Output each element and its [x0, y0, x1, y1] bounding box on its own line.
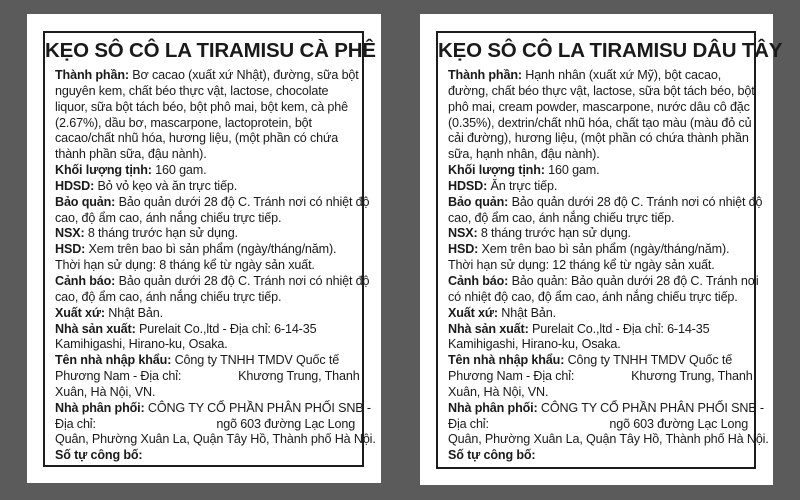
field-value: cao, độ ẩm cao, ánh nắng chiếu trực tiếp. [55, 289, 282, 304]
field-value: Kamihigashi, Hirano-ku, Osaka. [55, 337, 228, 352]
field-key: Xuất xứ: [55, 305, 105, 320]
label-line [55, 306, 362, 322]
label-line [55, 163, 362, 179]
field-value: cao, độ ẩm cao, ánh nắng chiếu trực tiếp. [448, 210, 675, 225]
field-value: có nhiệt độ cao, độ ẩm cao, ánh nắng chiếu trực tiếp. [448, 289, 738, 304]
field-value: Xuân, Hà Nội, VN. [448, 384, 549, 399]
field-key: Nhà sản xuất: [448, 321, 529, 336]
label-line [448, 68, 754, 84]
label-line [448, 432, 769, 448]
field-value: sữa, hạnh nhân, đậu nành). [448, 147, 600, 162]
field-key: HDSD: [448, 178, 488, 193]
field-value: Bơ cacao (xuất xứ Nhật), đường, sữa bột [128, 68, 359, 82]
field-value: Phương Nam - Địa chỉ: Khương Trung, Thanh [448, 369, 753, 384]
field-value: Hạnh nhân (xuất xứ Mỹ), bột cacao, [521, 68, 722, 82]
field-value: Bảo quản: Bảo quản dưới 28 độ C. Tránh nơi [508, 273, 759, 288]
field-value: Bỏ vỏ kẹo và ăn trực tiếp. [94, 178, 238, 193]
label-line [448, 211, 754, 227]
field-value: Công ty TNHH TMDV Quốc tế [564, 353, 733, 368]
field-value: Quân, Phường Xuân La, Quận Tây Hồ, Thành phố Hà Nội. [448, 432, 769, 447]
label-line [55, 337, 362, 353]
label-panel-strawberry [420, 14, 783, 485]
field-value: đường, chất béo thực vật, lactose, sữa bột tách béo, bột [448, 83, 755, 98]
label-line [55, 369, 362, 385]
field-value: 8 tháng trước hạn sử dụng. [477, 226, 631, 241]
field-value: nguyên kem, chất béo thực vật, lactose, chocolate [55, 83, 329, 98]
field-value: 160 gam. [151, 163, 207, 178]
field-key: HSD: [55, 242, 86, 257]
field-value: liquor, sữa bột tách béo, bột phô mai, bột kem, cà phê [55, 99, 348, 114]
field-key: Số tự công bố: [448, 448, 536, 463]
label-line [448, 194, 763, 211]
field-value: Bảo quản dưới 28 độ C. Tránh nơi có nhiệt độ [115, 273, 370, 288]
field-value: thành phần sữa, đậu nành). [55, 147, 207, 162]
label-line [55, 147, 362, 163]
field-key: Thành phần: [55, 68, 129, 82]
field-value: Bảo quản dưới 28 độ C. Tránh nơi có nhiệt độ [508, 194, 763, 209]
field-key: HSD: [448, 242, 479, 257]
label-line [448, 242, 754, 258]
label-line [55, 400, 371, 417]
field-value: Ăn trực tiếp. [487, 178, 558, 193]
label-line [55, 385, 362, 401]
field-value: Xem trên bao bì sản phẩm (ngày/tháng/năm). [85, 242, 337, 257]
label-line [55, 448, 362, 464]
field-value: Công ty TNHH TMDV Quốc tế [171, 353, 340, 368]
field-value: Thời hạn sử dụng: 8 tháng kể từ ngày sản xuất. [55, 258, 315, 273]
field-key: Cảnh báo: [55, 273, 116, 288]
field-value: Xem trên bao bì sản phẩm (ngày/tháng/năm). [478, 242, 730, 257]
field-key: Nhà phân phối: [448, 400, 538, 415]
label-border [436, 31, 783, 469]
label-line [448, 273, 759, 290]
label-line [448, 337, 754, 353]
field-key: Cảnh báo: [448, 273, 509, 288]
field-value: Bảo quản dưới 28 độ C. Tránh nơi có nhiệt độ [115, 194, 370, 209]
label-line [448, 417, 754, 433]
label-body [438, 68, 769, 464]
label-line [55, 417, 362, 433]
label-line [448, 163, 754, 179]
label-line [448, 179, 754, 195]
label-line [448, 369, 754, 385]
label-line [448, 226, 754, 242]
label-line [55, 322, 362, 338]
label-line [448, 385, 754, 401]
label-line [448, 400, 764, 417]
field-key: Số tự công bố: [55, 448, 143, 463]
field-value: phô mai, cream powder, mascarpone, nước dâu cô đặc [448, 99, 750, 114]
field-value: Purelait Co.,ltd - Địa chỉ: 6-14-35 [528, 321, 710, 336]
field-key: Bảo quản: [448, 194, 509, 209]
label-line [55, 179, 362, 195]
field-key: NSX: [55, 226, 85, 241]
label-line [448, 353, 754, 369]
product-title: KẸO SÔ CÔ LA TIRAMISU DÂU TÂY [438, 39, 783, 62]
field-value: Địa chỉ: ngõ 603 đường Lạc Long [55, 416, 356, 431]
label-line [448, 448, 754, 464]
label-line [55, 68, 362, 84]
label-line [55, 211, 362, 227]
field-value: CÔNG TY CỔ PHẦN PHÂN PHỐI SNB - [537, 400, 764, 415]
field-key: Nhà phân phối: [55, 400, 145, 415]
field-value: Nhật Bản. [497, 305, 556, 320]
label-line [55, 242, 362, 258]
label-line [448, 84, 754, 100]
field-key: Nhà sản xuất: [55, 321, 136, 336]
label-line [55, 226, 362, 242]
label-line [448, 116, 754, 132]
field-value: Phương Nam - Địa chỉ: Khương Trung, Thanh [55, 369, 360, 384]
field-value: Quân, Phường Xuân La, Quận Tây Hồ, Thành phố Hà Nội. [55, 432, 376, 447]
label-line [55, 84, 362, 100]
label-line [55, 258, 362, 274]
field-key: Tên nhà nhập khẩu: [448, 353, 565, 368]
field-value: Purelait Co.,ltd - Địa chỉ: 6-14-35 [135, 321, 317, 336]
field-value: CÔNG TY CỔ PHẦN PHÂN PHỐI SNB - [144, 400, 371, 415]
field-value: Thời hạn sử dụng: 12 tháng kể từ ngày sản xuất. [448, 258, 715, 273]
label-line [55, 273, 370, 290]
field-value: Kamihigashi, Hirano-ku, Osaka. [448, 337, 621, 352]
field-value: (2.67%), dầu bơ, mascarpone, lactoprotein, bột [55, 115, 312, 130]
field-key: Xuất xứ: [448, 305, 498, 320]
label-line [448, 100, 754, 116]
field-value: cao, độ ẩm cao, ánh nắng chiếu trực tiếp. [55, 210, 282, 225]
field-value: Xuân, Hà Nội, VN. [55, 384, 156, 399]
label-line [55, 290, 362, 306]
label-panel-coffee [27, 14, 381, 483]
label-line [448, 147, 754, 163]
field-key: HDSD: [55, 178, 95, 193]
label-line [448, 258, 754, 274]
field-value: cacao/chất nhũ hóa, hương liệu, (một phần có chứa [55, 131, 339, 146]
label-line [55, 353, 362, 369]
label-line [448, 131, 754, 147]
field-value: Nhật Bản. [104, 305, 163, 320]
label-border [43, 31, 376, 467]
field-key: Bảo quản: [55, 194, 116, 209]
field-value: Địa chỉ: ngõ 603 đường Lạc Long [448, 416, 749, 431]
field-key: Khối lượng tịnh: [55, 163, 152, 178]
field-value: 8 tháng trước hạn sử dụng. [84, 226, 238, 241]
field-value: (0.35%), dextrin/chất nhũ hóa, chất tạo màu (màu đỏ củ [448, 115, 752, 130]
label-line [448, 322, 754, 338]
label-line [55, 194, 370, 211]
field-value: 160 gam. [544, 163, 600, 178]
label-body [45, 68, 376, 464]
field-key: Thành phần: [448, 68, 522, 82]
label-line [55, 116, 362, 132]
field-value: cải đường), hương liệu, (một phần có chứa thành phần [448, 131, 749, 146]
field-key: NSX: [448, 226, 478, 241]
label-line [448, 290, 754, 306]
label-line [55, 131, 362, 147]
field-key: Tên nhà nhập khẩu: [55, 353, 172, 368]
product-title: KẸO SÔ CÔ LA TIRAMISU CÀ PHÊ [45, 39, 376, 62]
label-line [55, 432, 376, 448]
label-line [55, 100, 362, 116]
field-key: Khối lượng tịnh: [448, 163, 545, 178]
label-line [448, 306, 754, 322]
